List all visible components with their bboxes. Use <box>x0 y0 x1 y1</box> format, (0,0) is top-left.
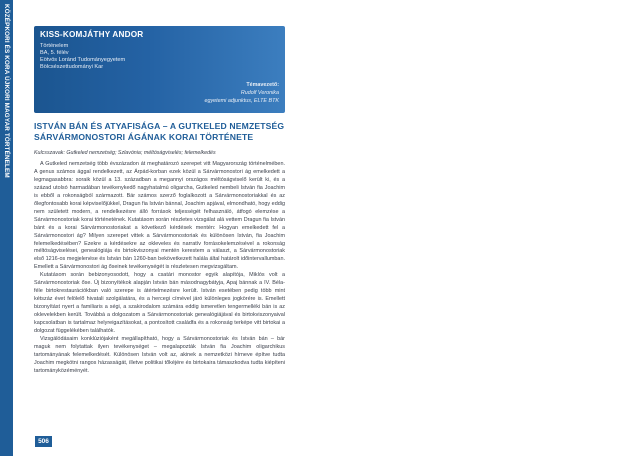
body-paragraph: Vizsgálódásaim konklúziójaként megállapítható, hogy a Sárvármonostoriak és István bán – bár maguk nem folytattak ilyen tevékenységet – megalapozták István fia Joachim oligarchikus tartományának felemelkedését. Különösen István volt az, akinek a nemzetközi hírneve építve tudta Joachim megkötni rangos házasságát, illetve politikai tőkéjére és birtokaira támaszkodva tudta kiépíteni tartományközéményét. <box>34 335 285 374</box>
page-number: 506 <box>35 436 52 447</box>
author-name: KISS-KOMJÁTHY ANDOR <box>40 30 144 39</box>
supervisor-label: Témavezető: <box>246 82 279 88</box>
supervisor-position: egyetemi adjunktus, ELTE BTK <box>204 98 279 104</box>
author-info-box <box>34 26 285 113</box>
author-level: BA, 5. félév <box>40 50 69 56</box>
supervisor-name: Rudolf Veronika <box>240 90 279 96</box>
body-paragraph: A Gutkeled nemzetség több évszázadon át meghatározó szerepet vitt Magyarország történelmében. A genus számos ággal rendelkezett, az Árpád-korban ezek közül a Sárvármonostori ág emelkedett a legmagasabbra: soraik közül a 13. században a megannyi országos méltóságviselő került ki, és a század utolsó harmadában tevékenykedő nagyhatalmú oligarcha, Gutkeled nembeli István fia Joachim is ebből a rokonságból származott. Bár számos szerző foglalkozott a Sárvármonostoriakkal és az őlegfontosabb korai képviselőjükkel, Dragun fia István bánnal, Joachim apjával, elmondható, hogy eddig nem született modern, a rendelkezésre álló források teljességét felhasználó, átfogó elemzése a Sárvármonostoriak korai történetének. Kutatásom során részletes vizsgálat alá vettem Dragun fia István bánt és a korai Sárvármonostoriakat a következő kérdések mentén: Hogyan emelkedett fel a Sárvármonostori ág? Milyen szerepet vittek a Sárvármonostoriak és különösen István, fia Joachim felemelkedésében? Ezekre a kérdésekre az okleveles és narratív forrásokelemzésével a rokonság méltóságviselései, genealógiája és birtokviszonyai mentén kerestem a választ, a Sárvármonostoriak első 1216-os megjelenése és István bán 1260-ban bekövetkezett halála által határolt időintervallumban. Emellett a Sárvármonostori ág őseinek tevékenységét is részletesen megvizsgáltam. <box>34 161 285 271</box>
author-faculty: Bölcsészettudományi Kar <box>40 64 104 70</box>
author-university: Eötvös Loránd Tudományegyetem <box>40 57 126 63</box>
title-line-1: ISTVÁN BÁN ÉS ATYAFISÁGA – A GUTKELED NEMZETSÉG <box>34 121 285 131</box>
body-paragraph: Kutatásom során bebizonyosodott, hogy a csatári monostor egyik alapítója, Miklós volt a Sárvármonostoriak őse. Új bizonyítékok alapján István bán másodnagybátyja, Apaj bánnak a IV. Béla-féle birtokrestaurációkban való szerepe is átértelmezésre került. István esetében pedig több mint kétszáz évet felölelő hivatali szolgálatára, és a hercegi címével járó különleges jogkörére is. Emellett bizonyítást nyert a familiaris a ségi, a szakirodalom számára eddig ismeretlen tengermelléki bán is az oklevelekben került. Továbbá a dolgozatom a Sárvármonostoriak genealógiájával és birtokviszonyaival kapcsolatban is tartalmaz helyreigazításokat, a pontosított családfa és a rokonság terképe vitt birtokai a dolgozat függelékében találhatók. <box>34 272 285 335</box>
article-title <box>34 121 296 142</box>
running-head: KÖZÉPKORI ÉS KORA ÚJKORI MAGYAR TÖRTÉNELEM <box>3 4 10 178</box>
title-line-2: SÁRVÁRMONOSTORI ÁGÁNAK KORAI TÖRTÉNETE <box>34 131 254 142</box>
keywords: Kulcsszavak: Gutkeled nemzetség; Szlavónia; méltóságviselés; felemelkedés <box>34 150 216 156</box>
author-field: Történelem <box>40 43 69 49</box>
article-body <box>34 161 285 376</box>
